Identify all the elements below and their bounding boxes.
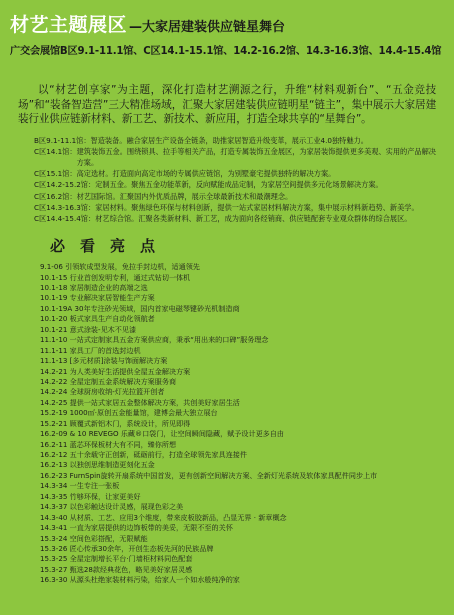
event-item: 15.2-19 1000㎡·原创五金能量馆，建博会最大独立展台: [40, 408, 218, 418]
zone-list: [34, 135, 440, 225]
event-item: 14.2-21 为人类美好生活提供全屋五金解决方案: [40, 366, 191, 376]
event-item: 16.2-12 五十余载守正创新，砥砺前行，打造全球领先家具连接件: [40, 450, 247, 459]
header: [10, 10, 444, 34]
page-title: 材艺主题展区: [10, 14, 128, 36]
event-item: 15.2-21 顾覆式新铝木门，系统设计，所见即得: [40, 418, 191, 428]
event-item: 11.1-11 家具工厂的首选封边机: [40, 345, 141, 355]
intro-section: [18, 83, 436, 127]
event-item: 14.2-22 全屋定制五金系统解决方案服务商: [40, 376, 177, 386]
event-list: [40, 262, 444, 586]
event-item: 16.2-23 FurnSpin旋转开扇系统中国首发，更有创新空间解决方案、全新灯光系统及软体家具配件同步上市: [40, 470, 378, 480]
event-item: 14.3-34 一生专注一张板: [40, 481, 120, 491]
hall-list: 广交会展馆B区9.1-11.1馆、C区14.1-15.1馆、14.2-16.2馆、14.3-16.3馆、14.4-15.4馆: [10, 46, 442, 57]
zone-description: 智造装备。融合家居生产设备全链条，助推家居智造升级变革，展示工业4.0独特魅力。: [90, 135, 368, 145]
highlight-char: 看: [80, 236, 97, 255]
event-item: 14.3-35 竹够环保，让家更美好: [40, 491, 141, 501]
event-item: 15.3-24 空间色彩搭配，无限赋能: [40, 533, 148, 543]
zone-description: 建筑装饰五金。围绕锁具、拉手等相关产品，打造专属装饰五金展区，为家居装饰提供更多美观、实用的产品解决方案。: [76, 146, 436, 167]
event-item: 14.3-41 一直为家居提供的边饰板带的美妥，无限不至的关怀: [40, 523, 233, 533]
zone-item: [34, 179, 440, 190]
highlights-heading: [50, 234, 444, 256]
zone-item: [34, 146, 440, 168]
zone-description: 高定选材。打造面向高定市场的专属供应链馆，为别墅豪宅提供独特的解决方案。: [76, 169, 336, 179]
highlight-char: 点: [140, 236, 157, 255]
event-item: 9.1-06 引领软成型发展，免拉手封边机，适通领先: [40, 262, 200, 272]
event-item: 11.1-13 [多元材质]涂装与饰面解决方案: [40, 356, 168, 366]
event-item: 14.3-37 以色彩触达设计灵感，展现色彩之美: [40, 502, 184, 512]
event-item: 10.1-20 板式家具生产自动化领航者: [40, 314, 155, 324]
event-item: 10.1-19 专业解决家居智能生产方案: [40, 293, 155, 303]
zone-code: C区14.3-16.3馆：: [34, 202, 96, 212]
zone-item: [34, 168, 440, 179]
zone-code: B区9.1-11.1馆：: [34, 135, 91, 145]
event-item: 14.3-40 从材质、工艺、应用3个维度，带来皮板胶新品，凸显无界 · 新章概念: [40, 512, 287, 522]
event-item: 16.2-09 & 10 REVEGO 乐藏®口袋门，让空间瞬间隐藏，赋予设计更多自由: [40, 429, 284, 439]
zone-description: 定制五金。聚焦五金功能革新，反向赋能成品定制，为家居空间提供多元化场景解决方案。: [95, 180, 383, 190]
event-item: 10.1-21 意式涂装-见木不见漆: [40, 324, 137, 334]
event-item: 10.1-19A 30年专注砂光领域，国内首家电磁琴键砂光机制造商: [40, 303, 240, 313]
zone-item: [34, 135, 440, 146]
event-item: 14.2-25 提供一站式家居五金整体解决方案，共创美好家居生活: [40, 397, 240, 407]
zone-description: 家居材料。聚焦绿色环保与材料创新，提供一站式家居材料解决方案，集中展示材料新趋势、新美学。: [95, 202, 419, 212]
zone-code: C区16.2馆：: [34, 191, 77, 201]
highlight-char: 亮: [110, 236, 127, 255]
event-item: 10.1-15 行业首创发明专利，通过式钻切一体机: [40, 272, 191, 282]
highlight-char: 必: [50, 236, 67, 255]
event-item: 16.2-13 以独创思维制造更刻化五金: [40, 460, 155, 470]
zone-code: C区15.1馆：: [34, 169, 77, 179]
event-item: 15.3-25 全屋定制增长平台·门墙柜材料同色配套: [40, 554, 193, 564]
zone-item: [34, 202, 440, 213]
page-subtitle: —大家居建装供应链星舞台: [129, 20, 286, 35]
event-item: 11.1-10 一站式定制家具五金方案供应商，秉承“用出来的口碑”服务理念: [40, 335, 269, 345]
intro-paragraph: 以“材艺创享家”为主题，深化打造材艺溯源之行，升维“材料观新台”、“五金竞技场”和“装备智造营”三大精准场域，汇聚大家居建装供应链明星“链主”，集中展示大家居建装行业供应链新材料、新工艺、新技术、新应用，打造全球共享的“星舞台”。: [18, 84, 436, 125]
zone-code: C区14.1馆：: [34, 146, 77, 156]
event-item: 15.3-26 匠心传承30余年，开创生态板先河的民族品牌: [40, 543, 214, 553]
event-item: 10.1-18 家居制造企业的高端之选: [40, 283, 148, 292]
zone-item: [34, 191, 440, 202]
zone-description: 材艺国际馆。汇聚国内外优质品牌，展示全球最新技术和最潮理念。: [76, 191, 293, 201]
zone-code: C区14.2-15.2馆：: [34, 180, 96, 190]
event-item: 14.2-24 全球厨房收纳-灯光拉篮开创者: [40, 387, 165, 397]
zone-description: 材艺综合馆。汇聚各类新材料、新工艺，成为面向各经销商、供应链配套专业观众群体的综合展区。: [95, 213, 412, 223]
event-item: 16.3-30 从源头杜绝家装材料污染，给家人一个如水般纯净的家: [40, 575, 240, 585]
zone-item: [34, 213, 440, 224]
event-item: 16.2-11 蓝芯环保板材大有不同，臻你所想: [40, 439, 177, 449]
zone-code: C区14.4-15.4馆：: [34, 213, 96, 223]
event-item: 15.3-27 甄选28款经典花色，略见美好家居灵感: [40, 564, 193, 574]
